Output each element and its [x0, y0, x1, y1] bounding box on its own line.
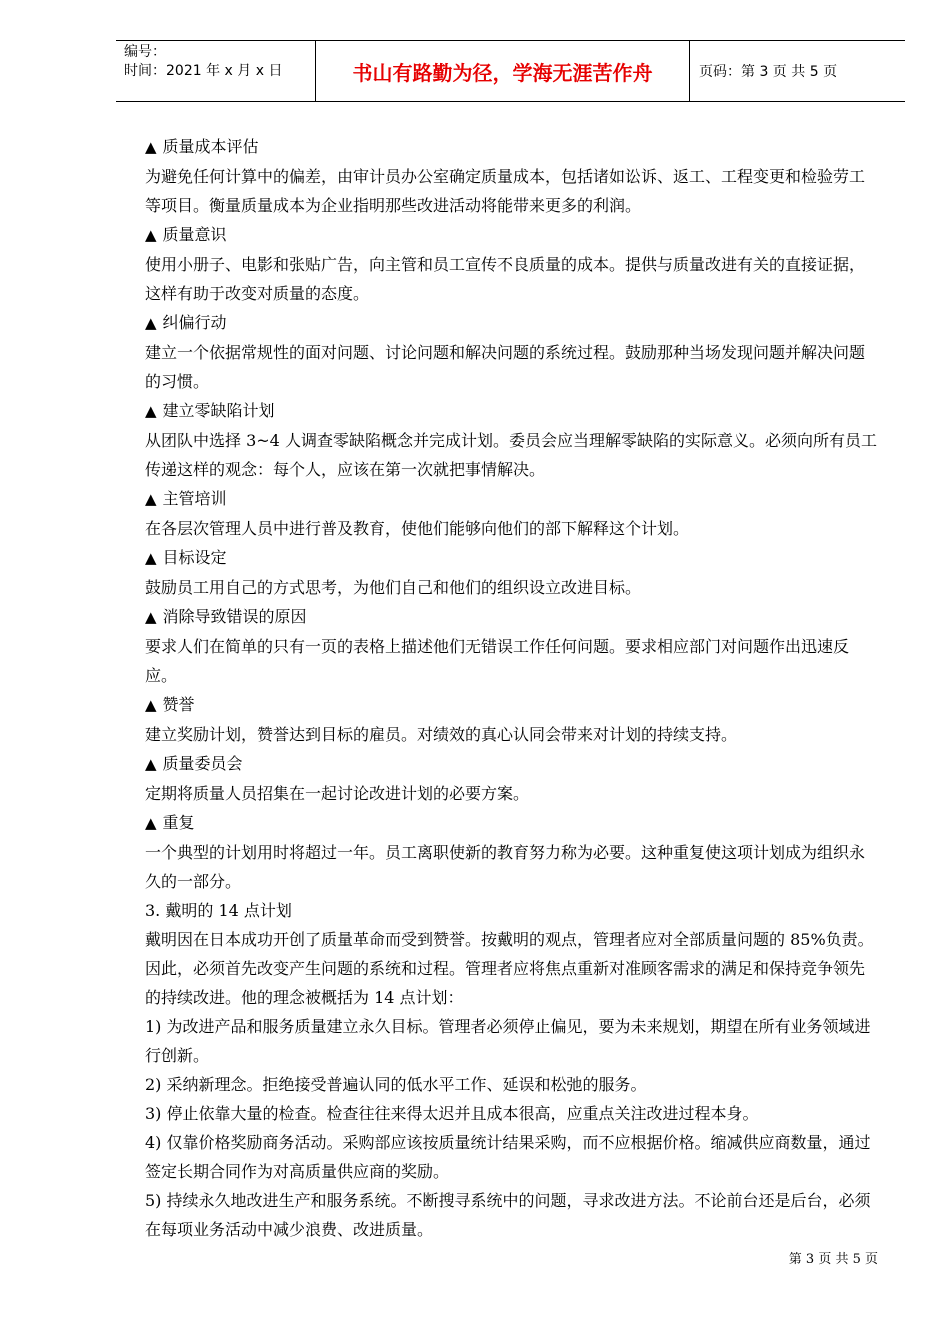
header-motto: 书山有路勤为径，学海无涯苦作舟	[316, 41, 690, 101]
triangle-bullet-icon: ▲	[145, 755, 157, 773]
paragraph: 从团队中选择 3~4 人调查零缺陷概念并完成计划。委员会应当理解零缺陷的实际意义。必须向所有员工传递这样的观念：每个人，应该在第一次就把事情解决。	[145, 431, 877, 479]
section-title: 3. 戴明的 14 点计划	[145, 901, 292, 920]
paragraph: 在各层次管理人员中进行普及教育，使他们能够向他们的部下解释这个计划。	[145, 519, 690, 538]
section-heading	[145, 308, 880, 338]
paragraph: 5) 持续永久地改进生产和服务系统。不断搜寻系统中的问题，寻求改进方法。不论前台还是后台，必须在每项业务活动中减少浪费、改进质量。	[145, 1191, 871, 1239]
triangle-bullet-icon: ▲	[145, 138, 157, 156]
section-heading	[145, 132, 880, 162]
section-heading-text: 消除导致错误的原因	[162, 607, 307, 626]
triangle-bullet-icon: ▲	[145, 402, 157, 420]
paragraph: 1) 为改进产品和服务质量建立永久目标。管理者必须停止偏见，要为未来规划，期望在所有业务领域进行创新。	[145, 1017, 871, 1065]
section-heading	[145, 808, 880, 838]
document-date-label: 时间：2021 年 x 月 x 日	[124, 63, 283, 79]
triangle-bullet-icon: ▲	[145, 696, 157, 714]
section-heading	[145, 220, 880, 250]
paragraph: 戴明因在日本成功开创了质量革命而受到赞誉。按戴明的观点，管理者应对全部质量问题的 85%负责。因此，必须首先改变产生问题的系统和过程。管理者应将焦点重新对准顾客需求的满足和保持竞争领先的持续改进。他的理念被概括为 14 点计划：	[145, 930, 874, 1007]
section-heading	[145, 749, 880, 779]
section-heading-text: 质量委员会	[162, 754, 243, 773]
section-heading	[145, 543, 880, 573]
paragraph: 要求人们在简单的只有一页的表格上描述他们无错误工作任何问题。要求相应部门对问题作出迅速反应。	[145, 637, 850, 685]
paragraph: 4) 仅靠价格奖励商务活动。采购部应该按质量统计结果采购，而不应根据价格。缩减供应商数量，通过签定长期合同作为对高质量供应商的奖励。	[145, 1133, 871, 1181]
triangle-bullet-icon: ▲	[145, 549, 157, 567]
page-header	[116, 40, 905, 102]
section-heading-text: 赞誉	[162, 695, 195, 714]
header-page-number: 页码：第 3 页 共 5 页	[699, 64, 838, 80]
triangle-bullet-icon: ▲	[145, 314, 157, 332]
section-heading-text: 建立零缺陷计划	[162, 401, 275, 420]
triangle-bullet-icon: ▲	[145, 608, 157, 626]
document-number-label: 编号：	[124, 44, 166, 60]
section-heading	[145, 396, 880, 426]
document-body	[145, 132, 880, 1244]
paragraph: 建立奖励计划，赞誉达到目标的雇员。对绩效的真心认同会带来对计划的持续支持。	[145, 725, 738, 744]
paragraph: 2) 采纳新理念。拒绝接受普遍认同的低水平工作、延误和松弛的服务。	[145, 1075, 647, 1094]
section-heading-text: 主管培训	[162, 489, 227, 508]
section-heading-text: 目标设定	[162, 548, 227, 567]
section-heading	[145, 690, 880, 720]
section-heading	[145, 484, 880, 514]
page-footer: 第 3 页 共 5 页	[788, 1252, 878, 1267]
section-heading-text: 质量成本评估	[162, 137, 259, 156]
paragraph: 为避免任何计算中的偏差，由审计员办公室确定质量成本，包括诸如讼诉、返工、工程变更和检验劳工等项目。衡量质量成本为企业指明那些改进活动将能带来更多的利润。	[145, 167, 866, 215]
triangle-bullet-icon: ▲	[145, 490, 157, 508]
triangle-bullet-icon: ▲	[145, 814, 157, 832]
paragraph: 使用小册子、电影和张贴广告，向主管和员工宣传不良质量的成本。提供与质量改进有关的直接证据，这样有助于改变对质量的态度。	[145, 255, 866, 303]
section-heading	[145, 602, 880, 632]
section-heading-text: 纠偏行动	[162, 313, 227, 332]
paragraph: 鼓励员工用自己的方式思考，为他们自己和他们的组织设立改进目标。	[145, 578, 642, 597]
paragraph: 3) 停止依靠大量的检查。检查往往来得太迟并且成本很高，应重点关注改进过程本身。	[145, 1104, 759, 1123]
section-heading-text: 质量意识	[162, 225, 227, 244]
triangle-bullet-icon: ▲	[145, 226, 157, 244]
paragraph: 定期将质量人员招集在一起讨论改进计划的必要方案。	[145, 784, 530, 803]
header-meta	[116, 41, 316, 101]
paragraph: 一个典型的计划用时将超过一年。员工离职使新的教育努力称为必要。这种重复使这项计划成为组织永久的一部分。	[145, 843, 866, 891]
section-heading-text: 重复	[162, 813, 195, 832]
paragraph: 建立一个依据常规性的面对问题、讨论问题和解决问题的系统过程。鼓励那种当场发现问题并解决问题的习惯。	[145, 343, 866, 391]
